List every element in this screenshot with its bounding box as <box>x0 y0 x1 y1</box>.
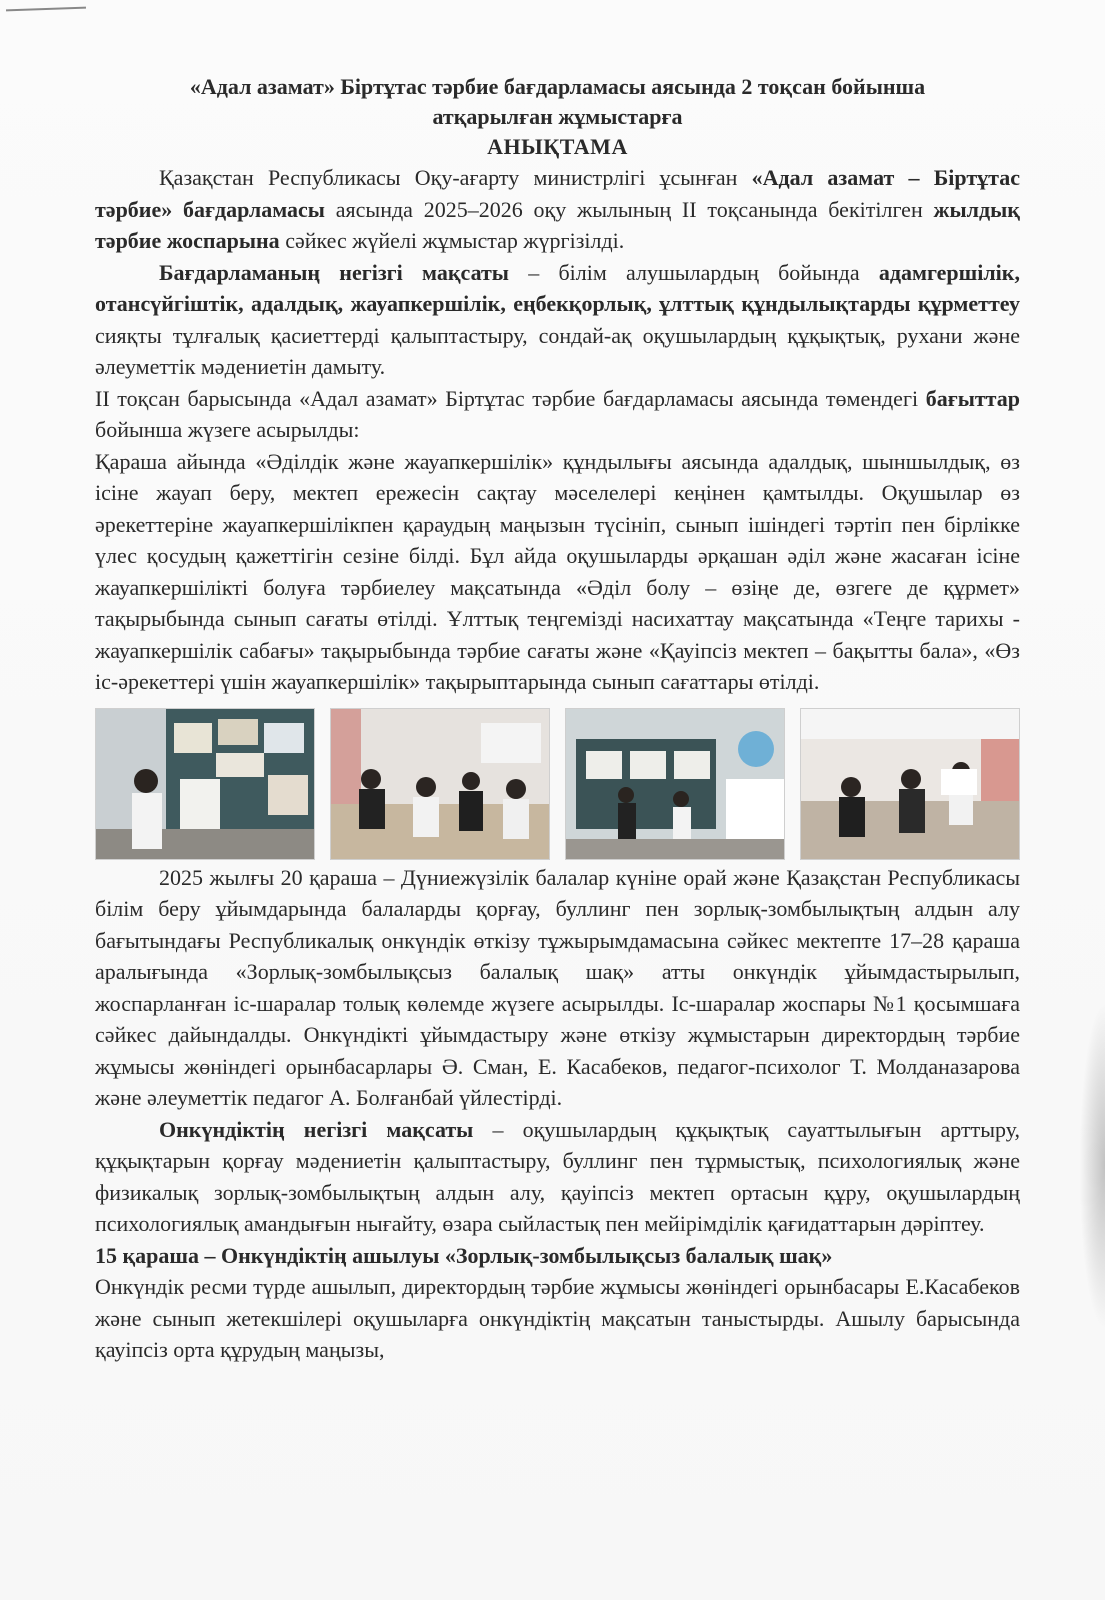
paragraph-5: 2025 жылғы 20 қараша – Дүниежүзілік балалар күніне орай және Қазақстан Республикасы білім беру ұйымдарында балаларды қорғау, буллинг пен зорлық-зомбылықтың алдын алу бағытындағы Республикалық онкүндік өткізу тұжырымдамасына сәйкес мектепте 17–28 қараша аралығында «Зорлық-зомбылықсыз балалық шақ» атты онкүндік ұйымдастырылып, жоспарланған іс-шаралар толық көлемде жүзеге асырылды. Іс-шаралар жоспары №1 қосымшаға сәйкес дайындалды. Онкүндікті ұйымдастыру және өткізу жұмыстарын директордың тәрбие жұмысы жөніндегі орынбасарлары Ә. Сман, Е. Касабеков, педагог-психолог Т. Молданазарова және әлеуметтік педагог А. Болғанбай үйлестірді. <box>95 864 1020 1110</box>
classroom-photo-2 <box>330 708 550 860</box>
scan-shadow <box>1079 1000 1105 1330</box>
section-subheading: 15 қараша – Онкүндіктің ашылуы «Зорлық-зомбылықсыз балалық шақ» <box>95 1242 833 1268</box>
paragraph-3: ІІ тоқсан барысында «Адал азамат» Біртұтас тәрбие бағдарламасы аясында төмендегі бағыттар бойынша жүзеге асырылды: <box>95 385 1020 442</box>
paragraph-7: Онкүндік ресми түрде ашылып, директордың тәрбие жұмысы жөніндегі орынбасары Е.Касабеков және сынып жетекшілері оқушыларға онкүндіктің мақсатын таныстырды. Ашылу барысында қауіпсіз орта құрудың маңызы, <box>95 1274 1020 1362</box>
document-heading: АНЫҚТАМА <box>487 134 628 159</box>
paragraph-2: Бағдарламаның негізгі мақсаты – білім алушылардың бойында адамгершілік, отансүйгіштік, адалдық, жауапкершілік, еңбекқорлық, ұлттық құндылықтарды құрметтеу сияқты тұлғалық қасиеттерді қалыптастыру, сондай-ақ оқушылардың құқықтық, рухани және әлеуметтік мәдениетін дамыту. <box>95 259 1020 379</box>
photo-strip <box>95 708 1020 858</box>
paragraph-6: Онкүндіктің негізгі мақсаты – оқушылардың құқықтық сауаттылығын арттыру, құқықтарын қорғау мәдениетін қалыптастыру, буллинг пен тұрмыстық, психологиялық және физикалық зорлық-зомбылықтың алдын алу, қауіпсіз мектеп ортасын құру, оқушылардың психологиялық амандығын нығайту, өзара сыйластық пен мейірімділік қағидаттарын дәріптеу. <box>95 1116 1020 1236</box>
classroom-photo-3 <box>565 708 785 860</box>
title-line-1: «Адал азамат» Біртұтас тәрбие бағдарламасы аясында 2 тоқсан бойынша <box>189 74 926 99</box>
paragraph-1: Қазақстан Республикасы Оқу-ағарту министрлігі ұсынған «Адал азамат – Біртұтас тәрбие» бағдарламасы аясында 2025–2026 оқу жылының ІІ тоқсанында бекітілген жылдық тәрбие жоспарына сәйкес жүйелі жұмыстар жүргізілді. <box>95 165 1020 253</box>
title-line-2: атқарылған жұмыстарға <box>432 104 683 129</box>
classroom-photo-1 <box>95 708 315 860</box>
classroom-photo-4 <box>800 708 1020 860</box>
scan-mark <box>6 7 86 12</box>
paragraph-4: Қараша айында «Әділдік және жауапкершілік» құндылығы аясында адалдық, шыншылдық, өз ісіне жауап беру, мектеп ережесін сақтау мәселелері кеңінен қамтылды. Оқушылар өз әрекеттеріне жауапкершілікпен қараудың маңызын түсініп, сынып ішіндегі тәртіп пен бірлікке үлес қосудың қажеттігін сезіне білді. Бұл айда оқушыларды әрқашан әділ және жасаған ісіне жауапкершілікті болуға тәрбиелеу мақсатында «Әділ болу – өзіңе де, өзгеге де құрмет» тақырыбында сынып сағаты өтілді. Ұлттық теңгемізді насихаттау мақсатында «Теңге тарихы - жауапкершілік сабағы» тақырыбында тәрбие сағаты және «Қауіпсіз мектеп – бақытты бала», «Өз іс-әрекеттері үшін жауапкершілік» тақырыптарында сынып сағаттары өтілді. <box>95 448 1020 694</box>
document-body <box>95 72 1020 1366</box>
